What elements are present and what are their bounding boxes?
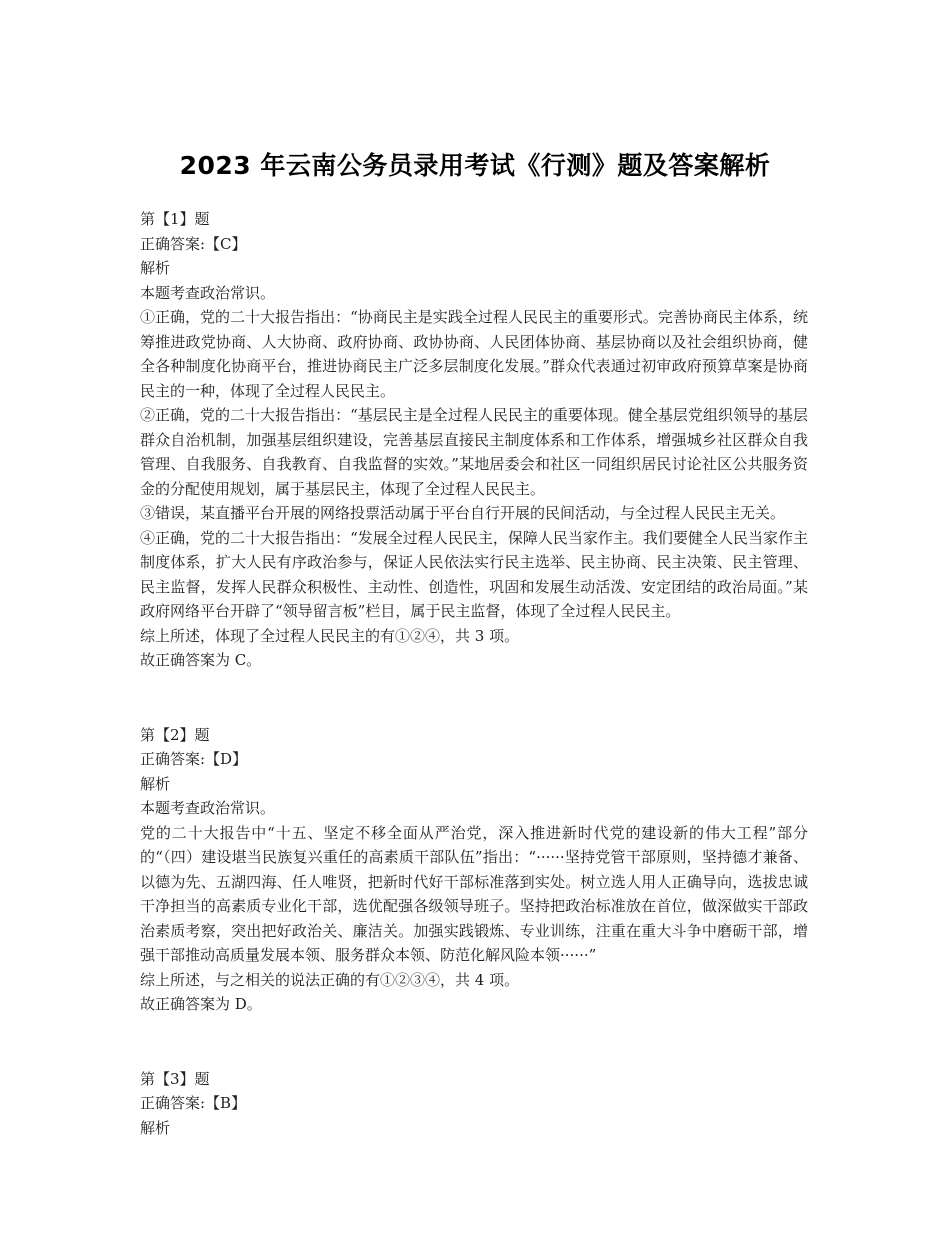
conclusion-paragraph: 故正确答案为 D。	[140, 995, 262, 1013]
correct-answer: 正确答案:【B】	[140, 1094, 247, 1112]
analysis-paragraph: 本题考查政治常识。	[140, 799, 276, 817]
question-heading: 第【2】题	[140, 725, 210, 744]
question-heading: 第【1】题	[140, 210, 210, 228]
correct-answer: 正确答案:【D】	[140, 750, 248, 768]
analysis-label: 解析	[140, 774, 171, 793]
summary-paragraph: 综上所述，与之相关的说法正确的有①②③④，共 4 项。	[140, 970, 520, 989]
analysis-paragraph: 党的二十大报告中“十五、坚定不移全面从严治党，深入推进新时代党的建设新的伟大工程”部分的“（四）建设堪当民族复兴重任的高素质干部队伍”指出：“······坚持党管干部原则，坚持德才兼备、以德为先、五湖四海、任人唯贤，把新时代好干部标准落到实处。树立选人用人正确导向，选拔忠诚干净担当的高素质专业化干部，选优配强各级领导班子。坚持把政治标准放在首位，做深做实干部政治素质考察，突出把好政治关、廉洁关。加强实践锻炼、专业训练，注重在重大斗争中磨砺干部，增强干部推动高质量发展本领、服务群众本领、防范化解风险本领······”	[140, 823, 808, 964]
analysis-label: 解析	[140, 1118, 171, 1137]
question-heading: 第【3】题	[140, 1069, 210, 1088]
analysis-paragraph: ③错误，某直播平台开展的网络投票活动属于平台自行开展的民间活动，与全过程人民民主无关。	[140, 504, 786, 522]
document-title: 2023 年云南公务员录用考试《行测》题及答案解析	[179, 151, 771, 180]
summary-paragraph: 综上所述，体现了全过程人民民主的有①②④，共 3 项。	[140, 626, 520, 645]
analysis-label: 解析	[140, 259, 171, 277]
analysis-paragraph: ①正确，党的二十大报告指出：“协商民主是实践全过程人民民主的重要形式。完善协商民主体系，统筹推进政党协商、人大协商、政府协商、政协协商、人民团体协商、基层协商以及社会组织协商，健全各种制度化协商平台，推进协商民主广泛多层制度化发展。”群众代表通过初审政府预算草案是协商民主的一种，体现了全过程人民民主。	[140, 308, 808, 400]
analysis-paragraph: ②正确，党的二十大报告指出：“基层民主是全过程人民民主的重要体现。健全基层党组织领导的基层群众自治机制，加强基层组织建设，完善基层直接民主制度体系和工作体系，增强城乡社区群众自我管理、自我服务、自我教育、自我监督的实效。”某地居委会和社区一同组织居民讨论社区公共服务资金的分配使用规划，属于基层民主，体现了全过程人民民主。	[140, 406, 808, 498]
document-content	[140, 207, 808, 1190]
question-block-1	[140, 207, 808, 673]
conclusion-paragraph: 故正确答案为 C。	[140, 651, 262, 669]
question-block-3	[140, 1067, 808, 1141]
correct-answer: 正确答案:【C】	[140, 234, 247, 253]
question-block-2	[140, 723, 808, 1017]
analysis-paragraph: ④正确，党的二十大报告指出：“发展全过程人民民主，保障人民当家作主。我们要健全人民当家作主制度体系，扩大人民有序政治参与，保证人民依法实行民主选举、民主协商、民主决策、民主管理、民主监督，发挥人民群众积极性、主动性、创造性，巩固和发展生动活泼、安定团结的政治局面。”某政府网络平台开辟了“领导留言板”栏目，属于民主监督，体现了全过程人民民主。	[140, 528, 808, 620]
analysis-paragraph: 本题考查政治常识。	[140, 283, 276, 302]
